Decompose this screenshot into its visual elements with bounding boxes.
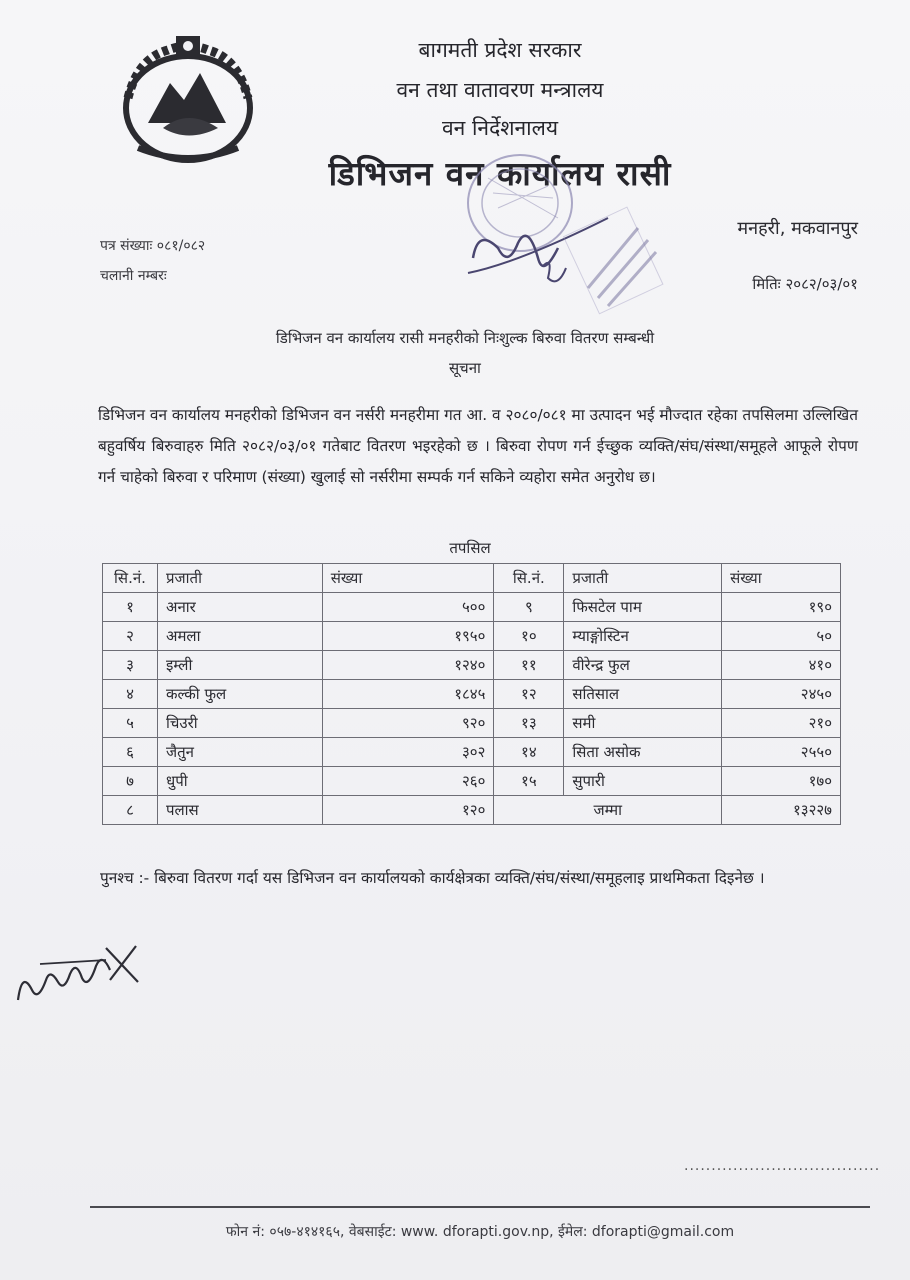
cell-sn: ७ (103, 767, 158, 796)
cell-sn: ३ (103, 651, 158, 680)
cell-species: वीरेन्द्र फुल (564, 651, 722, 680)
header-directorate: वन निर्देशनालय (441, 116, 559, 140)
cell-species: पलास (157, 796, 322, 825)
cell-sn: ९ (494, 593, 564, 622)
cell-sn: २ (103, 622, 158, 651)
header-government: बागमती प्रदेश सरकार (418, 38, 582, 62)
sapling-table (102, 563, 841, 825)
cell-species: चिउरी (157, 709, 322, 738)
table-row (103, 738, 841, 767)
cell-quantity: १९५० (322, 622, 494, 651)
table-row (103, 622, 841, 651)
cell-species: समी (564, 709, 722, 738)
cell-species: इम्ली (157, 651, 322, 680)
cell-species: धुपी (157, 767, 322, 796)
cell-sn: १० (494, 622, 564, 651)
table-row (103, 767, 841, 796)
cell-species: जैतुन (157, 738, 322, 767)
cell-quantity: १२० (322, 796, 494, 825)
footer-divider (90, 1206, 870, 1208)
notice-body: डिभिजन वन कार्यालय मनहरीको डिभिजन वन नर्सरी मनहरीमा गत आ. व २०८०/०८१ मा उत्पादन भई मौज्दात रहेका तपसिलमा उल्लिखित बहुवर्षिय बिरुवाहरु मिति २०८२/०३/०१ गतेबाट वितरण भइरहेको छ । बिरुवा रोपण गर्न ईच्छुक व्यक्ति/संघ/संस्था/समूहले आफूले रोपण गर्न चाहेको बिरुवा र परिमाण (संख्या) खुलाई सो नर्सरीमा सम्पर्क गर्न सकिने व्यहोरा समेत अनुरोध छ। (98, 406, 858, 486)
office-address: मनहरी, मकवानपुर (737, 218, 858, 239)
cell-sn: ६ (103, 738, 158, 767)
cell-quantity: १८४५ (322, 680, 494, 709)
letter-date: मितिः २०८२/०३/०१ (752, 275, 858, 293)
cell-species: सतिसाल (564, 680, 722, 709)
col-header-sn: सि.नं. (103, 564, 158, 593)
col-header-sn: सि.नं. (494, 564, 564, 593)
col-header-species: प्रजाती (157, 564, 322, 593)
notice-title: सूचना (449, 359, 481, 377)
cell-species: अनार (157, 593, 322, 622)
col-header-quantity: संख्या (322, 564, 494, 593)
cell-sn: १३ (494, 709, 564, 738)
table-header-row (103, 564, 841, 593)
letter-number: पत्र संख्याः ०८१/०८२ (100, 238, 206, 254)
notice-subject: डिभिजन वन कार्यालय रासी मनहरीको निःशुल्क बिरुवा वितरण सम्बन्धी (275, 329, 655, 347)
office-stamp-signature (448, 148, 668, 318)
cell-quantity: १९० (722, 593, 841, 622)
cell-sn: ४ (103, 680, 158, 709)
cell-sn: ११ (494, 651, 564, 680)
postscript: पुनश्च :- बिरुवा वितरण गर्दा यस डिभिजन वन कार्यालयको कार्यक्षेत्रका व्यक्ति/संघ/संस्था/समूहलाइ प्राथमिकता दिइनेछ । (100, 869, 765, 887)
cell-quantity: १७० (722, 767, 841, 796)
cell-species: सिता असोक (564, 738, 722, 767)
col-header-species: प्रजाती (564, 564, 722, 593)
table-caption: तपसिल (449, 539, 491, 557)
table-row (103, 651, 841, 680)
cell-quantity: ५० (722, 622, 841, 651)
cell-sn: १५ (494, 767, 564, 796)
table-row (103, 709, 841, 738)
cell-sn: ८ (103, 796, 158, 825)
cell-sn: १४ (494, 738, 564, 767)
cell-quantity: ५०० (322, 593, 494, 622)
cell-quantity: २४५० (722, 680, 841, 709)
cell-quantity: १२४० (322, 651, 494, 680)
cell-species: म्याङ्गोस्टिन (564, 622, 722, 651)
cell-species: कल्की फुल (157, 680, 322, 709)
dispatch-number: चलानी नम्बरः (100, 268, 167, 284)
table-row-total (103, 796, 841, 825)
cell-species: अमला (157, 622, 322, 651)
handwritten-note (10, 930, 150, 1010)
col-header-quantity: संख्या (722, 564, 841, 593)
cell-quantity: ४१० (722, 651, 841, 680)
cell-sn: ५ (103, 709, 158, 738)
header-ministry: वन तथा वातावरण मन्त्रालय (396, 78, 604, 102)
cell-sn: १२ (494, 680, 564, 709)
table-row (103, 680, 841, 709)
cell-sn: १ (103, 593, 158, 622)
header-office-title: डिभिजन वन कार्यालय रासी (328, 154, 672, 193)
table-row (103, 593, 841, 622)
cell-quantity: २५५० (722, 738, 841, 767)
cell-total-label: जम्मा (494, 796, 722, 825)
footer-contact: फोन नं: ०५७-४१४१६५, वेबसाईट: www. dforapti.gov.np, ईमेल: dforapti@gmail.com (225, 1224, 735, 1240)
cell-total: १३२२७ (722, 796, 841, 825)
cell-species: सुपारी (564, 767, 722, 796)
cell-quantity: ३०२ (322, 738, 494, 767)
cell-quantity: २१० (722, 709, 841, 738)
cell-quantity: ९२० (322, 709, 494, 738)
cell-species: फिसटेल पाम (564, 593, 722, 622)
signature-line: .................................... (684, 1158, 881, 1174)
cell-quantity: २६० (322, 767, 494, 796)
